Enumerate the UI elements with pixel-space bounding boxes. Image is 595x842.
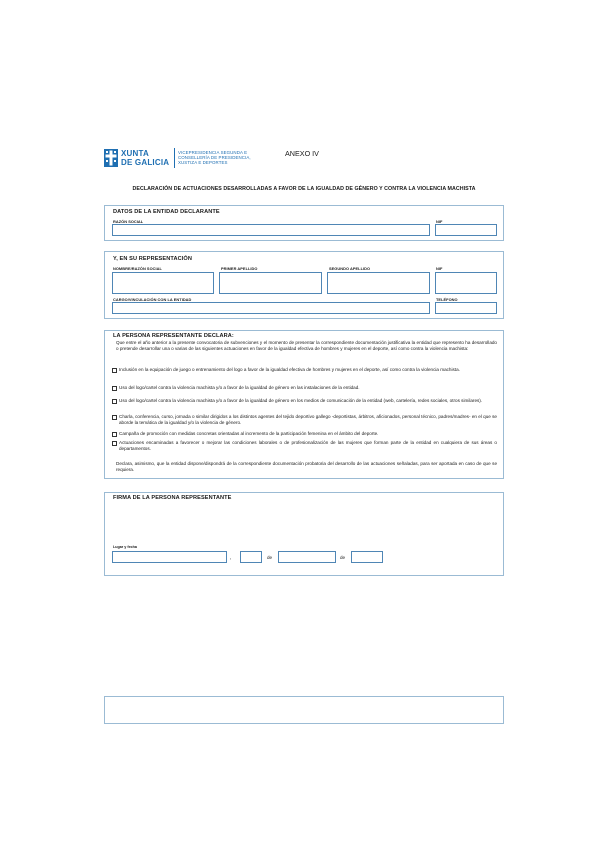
year-field[interactable]	[351, 551, 383, 563]
logo-line-2: DE GALICIA	[121, 157, 170, 167]
department-name	[178, 150, 251, 166]
option-6-text: Actuaciones encaminadas a favorecer o mejorar las condiciones laborales o de profesionalización de las mujeres que forman parte de la entidad en cualquiera de sus áreas o departamentos.	[119, 440, 497, 452]
signature-section-title: FIRMA DE LA PERSONA REPRESENTANTE	[113, 495, 232, 501]
logo-line-1: XUNTA	[121, 149, 149, 158]
document-title: DECLARACIÓN DE ACTUACIONES DESARROLLADAS A FAVOR DE LA IGUALDAD DE GÉNERO Y CONTRA LA VIOLENCIA MACHISTA	[132, 186, 476, 192]
option-2-checkbox[interactable]	[112, 386, 117, 391]
option-3-checkbox[interactable]	[112, 399, 117, 404]
option-2-text: Uso del logo/cartel contra la violencia machista y/o a favor de la igualdad de género en las instalaciones de la entidad.	[119, 385, 360, 390]
rep-phone-label: TELÉFONO	[436, 297, 458, 302]
option-1-text: Inclusión en la equipación de juego o entrenamiento del logo a favor de la igualdad efectiva de hombres y mujeres en el deporte, así como contra la violencia machista.	[119, 367, 460, 372]
department-line-3: XUSTIZA E DEPORTES	[178, 160, 228, 166]
rep-surname1-label: PRIMER APELLIDO	[221, 266, 258, 271]
department-line-1: VICEPRESIDENCIA SEGUNDA E	[178, 150, 248, 155]
rep-nif-field[interactable]	[435, 272, 497, 294]
entity-name-label: RAZÓN SOCIAL	[113, 219, 144, 224]
declaration-section-title: LA PERSONA REPRESENTANTE DECLARA:	[113, 333, 234, 339]
footer-box	[104, 696, 504, 724]
entity-section-title: DATOS DE LA ENTIDAD DECLARANTE	[113, 209, 220, 215]
place-field[interactable]	[112, 551, 227, 563]
place-date-label: Lugar y fecha	[113, 545, 137, 549]
date-de-2: de	[340, 555, 346, 560]
declaration-intro: Que entre el año anterior a la presente convocatoria de subvenciones y el momento de presentar la correspondiente documentación justificativa la entidad que represento ha desarrollado o pretende desarrollar una o varias de las siguientes actuaciones en favor de la igualdad efectiva de hombres y mujeres en el deporte, así como contra la violencia machista:	[116, 340, 497, 352]
galicia-cross-icon	[104, 149, 118, 167]
rep-position-field[interactable]	[112, 302, 430, 314]
place-comma: ,	[230, 555, 232, 561]
option-4-checkbox[interactable]	[112, 415, 117, 420]
rep-surname2-label: SEGUNDO APELLIDO	[329, 266, 371, 271]
declaration-closing: Declara, asimismo, que la entidad dispone/dispondrá de la correspondiente documentación probatoria del desarrollo de las actuaciones señaladas, para ser aportada en caso de que se requiera.	[116, 461, 497, 473]
date-de-1: de	[267, 555, 273, 560]
month-field[interactable]	[278, 551, 336, 563]
department-line-2: CONSELLERÍA DE PRESIDENCIA,	[178, 155, 251, 161]
option-4-text: Charla, conferencia, curso, jornada o similar dirigidos a los distintos agentes del tejido deportivo gallego -deportistas, árbitros, aficionados, personal técnico, padres/madres- en el que se aborde la temática de la igualdad y/o la violencia de género.	[119, 414, 497, 426]
representative-section-title: Y, EN SU REPRESENTACIÓN	[113, 256, 192, 262]
entity-nif-label: NIF	[436, 219, 443, 224]
rep-name-field[interactable]	[112, 272, 214, 294]
rep-surname2-field[interactable]	[327, 272, 430, 294]
rep-nif-label: NIF	[436, 266, 443, 271]
entity-nif-field[interactable]	[435, 224, 497, 236]
option-1-checkbox[interactable]	[112, 368, 117, 373]
rep-surname1-field[interactable]	[219, 272, 322, 294]
option-5-text: Campaña de promoción con medidas concretas orientadas al incremento de la participación femenina en el ámbito del deporte.	[119, 431, 379, 436]
logo-divider	[174, 148, 175, 168]
rep-phone-field[interactable]	[435, 302, 497, 314]
signature-section	[104, 492, 504, 576]
xunta-logo	[104, 149, 174, 169]
rep-name-label: NOMBRE/RAZÓN SOCIAL	[113, 266, 162, 271]
annex-label: ANEXO IV	[285, 149, 319, 158]
option-6-checkbox[interactable]	[112, 441, 117, 446]
option-5-checkbox[interactable]	[112, 432, 117, 437]
entity-name-field[interactable]	[112, 224, 430, 236]
option-3-text: Uso del logo/cartel contra la violencia machista y/o a favor de la igualdad de género en los medios de comunicación de la entidad (web, cartelería, redes sociales, otros similares).	[119, 398, 483, 403]
day-field[interactable]	[240, 551, 262, 563]
rep-position-label: CARGO/VINCULACIÓN CON LA ENTIDAD	[113, 297, 192, 302]
